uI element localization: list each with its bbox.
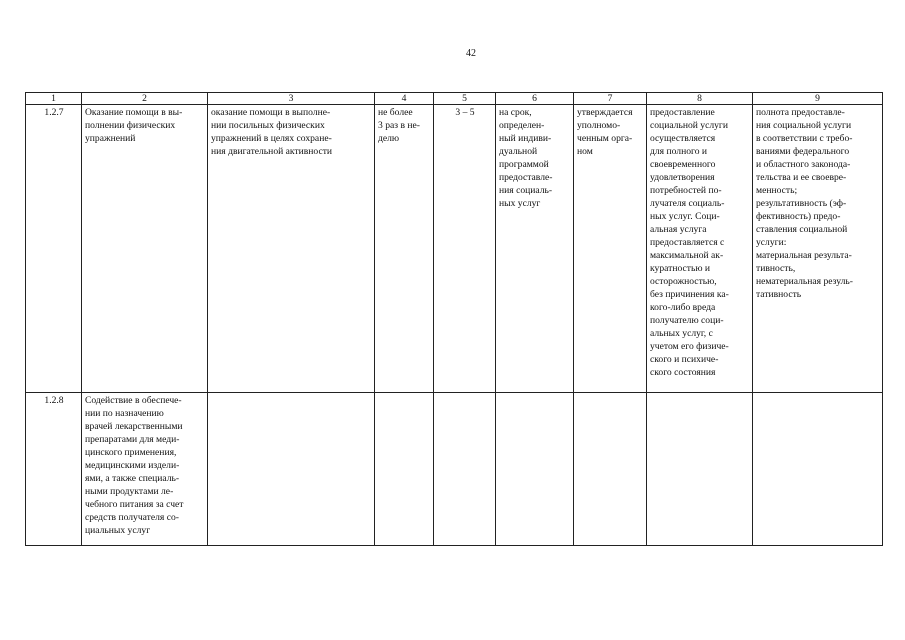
service-norm: не более 3 раз в не- делю xyxy=(375,105,434,393)
service-quality: полнота предоставле- ния социальной услуги в соответствии с требо- ваниями федерального и областного законода- тельства и ее своевре- менность; результативность (эф- фективность) предо- ставления социальной услуги: материальная результа- тивность, нематериальная резуль- тативность xyxy=(753,105,883,393)
column-number: 1 xyxy=(26,93,82,105)
service-norm xyxy=(375,393,434,546)
service-name: Содействие в обеспече- нии по назначению врачей лекарственными препаратами для меди- цинского применения, медицинскими издели- ями, а также специаль- ными продуктами ле- чебного питания за счет средств получателя со- циальных услуг xyxy=(82,393,208,546)
page-number: 42 xyxy=(466,48,476,59)
table-row xyxy=(26,393,883,546)
column-number: 5 xyxy=(434,93,496,105)
service-duration xyxy=(434,393,496,546)
service-duration: 3 – 5 xyxy=(434,105,496,393)
column-number: 2 xyxy=(82,93,208,105)
column-number: 4 xyxy=(375,93,434,105)
service-term xyxy=(496,393,574,546)
service-approval xyxy=(574,393,647,546)
service-term: на срок, определен- ный индиви- дуальной программой предоставле- ния социаль- ных услуг xyxy=(496,105,574,393)
column-number: 3 xyxy=(208,93,375,105)
service-conditions: предоставление социальной услуги осуществляется для полного и своевременного удовлетворения потребностей по- лучателя социаль- ных услуг. Соци- альная услуга предоставляется с максимальной ак- куратностью и осторожностью, без причинения ка- кого-либо вреда получателю соци- альных услуг, с учетом его физиче- ского и психиче- ского состояния xyxy=(647,105,753,393)
column-number: 7 xyxy=(574,93,647,105)
column-number-row xyxy=(26,93,883,105)
service-description: оказание помощи в выполне- нии посильных физических упражнений в целях сохране- ния двигательной активности xyxy=(208,105,375,393)
column-number: 9 xyxy=(753,93,883,105)
service-name: Оказание помощи в вы- полнении физических упражнений xyxy=(82,105,208,393)
column-number: 6 xyxy=(496,93,574,105)
service-number: 1.2.8 xyxy=(26,393,82,546)
service-description xyxy=(208,393,375,546)
column-number: 8 xyxy=(647,93,753,105)
table-row xyxy=(26,105,883,393)
service-number: 1.2.7 xyxy=(26,105,82,393)
service-quality xyxy=(753,393,883,546)
services-table xyxy=(25,92,883,546)
service-conditions xyxy=(647,393,753,546)
service-approval: утверждается уполномо- ченным орга- ном xyxy=(574,105,647,393)
